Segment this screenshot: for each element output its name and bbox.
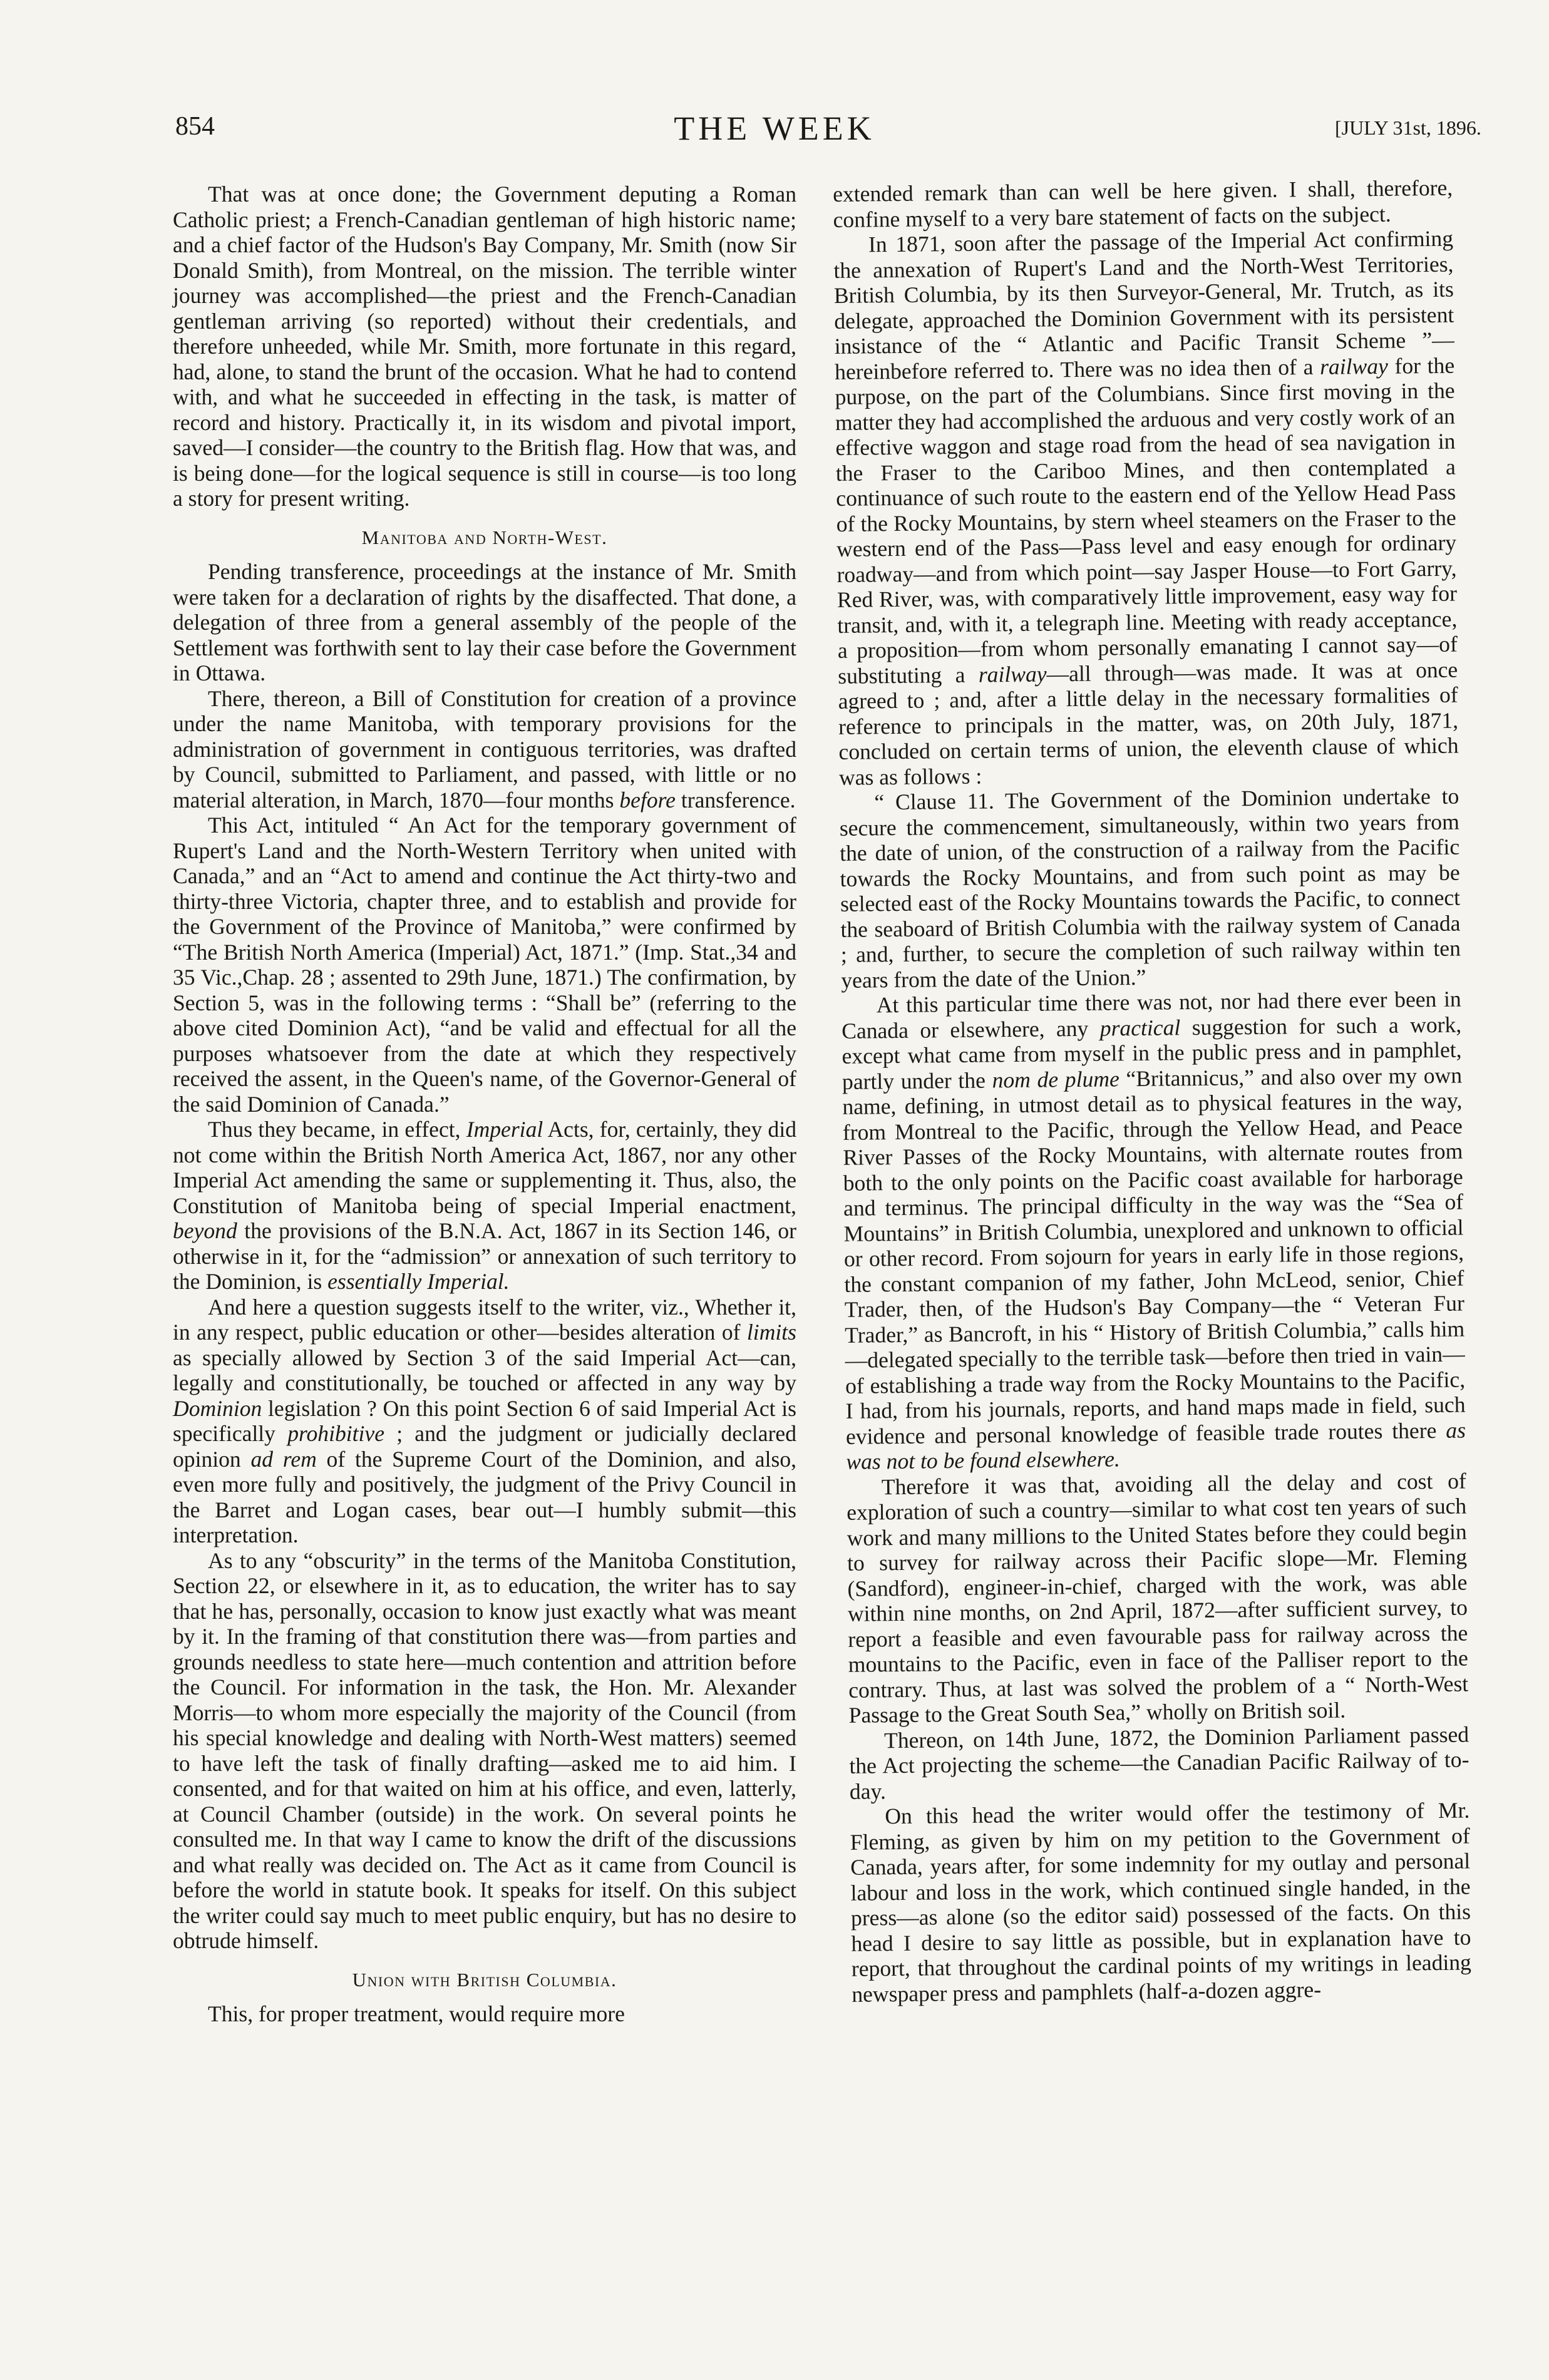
publication-title: THE WEEK [674,110,875,147]
paragraph: extended remark than can well be here given. I shall, therefore, confine myself to a very bare statement of facts on the subject. [833,175,1453,232]
paragraph: Therefore it was that, avoiding all the delay and cost of exploration of such a country—similar to what cost ten years of such work and many millions to the United States before they could begin to survey for railway across their Pacific slope—Mr. Fleming (Sandford), engineer-in-chief, charged with the work, was able within nine months, on 2nd April, 1872—after sufficient survey, to report a feasible and even favourable pass for railway across the mountains to the Pacific, even in face of the Palliser report to the contrary. Thus, at last was solved the problem of a “ North-West Passage to the Great South Sea,” wholly on British soil. [847,1468,1469,1728]
paragraph: At this particular time there was not, nor had there ever been in Canada or elsewhere, any practical suggestion for such a work, except what came from myself in the public press and in pamphlet, partly under the nom de plume “Britannicus,” and also over my own name, defining, in utmost detail as to physical features in the way, from Montreal to the Pacific, through the Yellow Head, and Peace River Passes of the Rocky Mountains, with alternate routes from both to the only points on the Pacific coast available for harborage and terminus. The principal difficulty in the way was the “Sea of Mountains” in British Columbia, unexplored and unknown to official or other record. From sojourn for years in early life in those regions, the constant companion of my father, John McLeod, senior, Chief Trader, then, of the Hudson's Bay Company—the “ Veteran Fur Trader,” as Bancroft, in his “ History of British Columbia,” calls him—delegated specially to the terrible task—before then tried in vain—of establishing a trade way from the Rocky Mountains to the Pacific, I had, from his journals, reports, and hand maps made in field, such evidence and personal knowledge of feasible trade routes there as was not to be found elsewhere. [841,986,1466,1474]
page-header [0,111,1549,155]
quoted-clause: “ Clause 11. The Government of the Dominion undertake to secure the commencement, simultaneously, within two years from the date of union, of the construction of a railway from the Pacific towards the Rocky Mountains, and from such point as may be selected east of the Rocky Mountains towards the Pacific, to connect the seaboard of British Columbia with the railway system of Canada ; and, further, to secure the completion of such railway within ten years from the date of the Union.” [839,783,1461,993]
paragraph: Thus they became, in effect, Imperial Acts, for, certainly, they did not come within the British North America Act, 1867, nor any other Imperial Act amending the same or supplementing it. Thus, also, the Constitution of Manitoba being of special Imperial enactment, beyond the provisions of the B.N.A. Act, 1867 in its Section 146, or otherwise in it, for the “admission” or annexation of such territory to the Dominion, is essentially Imperial. [173,1117,796,1294]
paragraph: That was at once done; the Government deputing a Roman Catholic priest; a French-Canadian gentleman of high historic name; and a chief factor of the Hudson's Bay Company, Mr. Smith (now Sir Donald Smith), from Montreal, on the mission. The terrible winter journey was accomplished—the priest and the French-Canadian gentleman arriving (so reported) without their credentials, and therefore unheeded, while Mr. Smith, more fortunate in this regard, had, alone, to stand the brunt of the occasion. What he had to contend with, and what he succeeded in effecting in the task, is matter of record and history. Practically it, in its wisdom and pivotal import, saved—I consider—the country to the British flag. How that was, and is being done—for the logical sequence is still in course—is too long a story for present writing. [173,182,796,511]
left-column [173,182,796,2027]
paragraph: In 1871, soon after the passage of the Imperial Act confirming the annexation of Rupert's Land and the North-West Territories, British Columbia, by its then Surveyor-General, Mr. Trutch, as its delegate, approached the Dominion Government with its persistent insistance of the “ Atlantic and Pacific Transit Scheme ”—hereinbefore referred to. There was no idea then of a railway for the purpose, on the part of the Columbians. Since first moving in the matter they had accomplished the arduous and very costly work of an effective waggon and stage road from the head of sea navigation in the Fraser to the Cariboo Mines, and then contemplated a continuance of such route to the eastern end of the Yellow Head Pass of the Rocky Mountains, by stern wheel steamers on the Fraser to the western end of the Pass—Pass level and easy enough for ordinary roadway—and from which point—say Jasper House—to Fort Garry, Red River, was, with comparatively little improvement, easy way for transit, and, with it, a telegraph line. Meeting with ready acceptance, a proposition—from whom personally emanating I cannot say—of substituting a railway—all through—was made. It was at once agreed to ; and, after a little delay in the necessary formalities of reference to principals in the matter, was, on 20th July, 1871, concluded on certain terms of union, the eleventh clause of which was as follows : [833,225,1459,790]
paragraph: On this head the writer would offer the testimony of Mr. Fleming, as given by him on my petition to the Government of Canada, years after, for some indemnity for my outlay and personal labour and loss in the work, which continued single handed, in the press—as alone (so the editor said) possessed of the facts. On this head I desire to say little as possible, but in explanation have to report, that throughout the cardinal points of my writings in leading newspaper press and pamphlets (half-a-dozen aggre- [850,1797,1472,2007]
paragraph: As to any “obscurity” in the terms of the Manitoba Constitution, Section 22, or elsewhere in it, as to education, the writer has to say that he has, personally, occasion to know just exactly what was meant by it. In the framing of that constitution there was—from parties and grounds needless to state here—much contention and attrition before the Council. For information in the task, the Hon. Mr. Alexander Morris—to whom more especially the majority of the Council (from his special knowledge and dealing with North-West matters) seemed to have left the task of finally drafting—asked me to aid him. I consented, and for that waited on him at his office, and even, latterly, at Council Chamber (outside) in the work. On several points he consulted me. In that way I came to know the drift of the discussions and what really was decided on. The Act as it came from Council is before the world in statute book. It speaks for itself. On this subject the writer could say much to meet public enquiry, but has no desire to obtrude himself. [173,1547,796,1953]
paragraph: And here a question suggests itself to the writer, viz., Whether it, in any respect, public education or other—besides alteration of limits as specially allowed by Section 3 of the said Imperial Act—can, legally and constitutionally, be touched or affected in any way by Dominion legislation ? On this point Section 6 of said Imperial Act is specifically prohibitive ; and the judgment or judicially declared opinion ad rem of the Supreme Court of the Dominion, and also, even more fully and positively, the judgment of the Privy Council in the Barret and Logan cases, bear out—I humbly submit—this interpretation. [173,1294,797,1547]
right-column [833,175,1471,2007]
section-heading-british-columbia: Union with British Columbia. [352,1968,617,1991]
issue-date: [JULY 31st, 1896. [1335,116,1481,139]
paragraph: This Act, intituled “ An Act for the temporary government of Rupert's Land and the North-Western Territory when united with Canada,” and an “Act to amend and continue the Act thirty-two and thirty-three Victoria, chapter three, and to establish and provide for the Government of the Province of Manitoba,” were confirmed by “The British North America (Imperial) Act, 1871.” (Imp. Stat.,34 and 35 Vic.,Chap. 28 ; assented to 29th June, 1871.) The confirmation, by Section 5, was in the following terms : “Shall be” (referring to the above cited Dominion Act), “and be valid and effectual for all the purposes whatsoever from the date at which they respectively received the assent, in the Queen's name, of the Governor-General of the said Dominion of Canada.” [173,813,796,1117]
section-heading-manitoba: Manitoba and North-West. [361,526,608,548]
page-number: 854 [175,112,215,141]
paragraph: This, for proper treatment, would require more [208,2001,625,2026]
paragraph: There, thereon, a Bill of Constitution for creation of a province under the name Manitoba, with temporary provisions for the administration of government in contiguous territories, was drafted by Council, submitted to Parliament, and passed, with little or no material alteration, in March, 1870—four months before transference. [173,685,796,813]
paragraph: Thereon, on 14th June, 1872, the Dominion Parliament passed the Act projecting the scheme—the Canadian Pacific Railway of to-day. [849,1721,1469,1804]
paragraph: Pending transference, proceedings at the instance of Mr. Smith were taken for a declaration of rights by the disaffected. That done, a delegation of three from a general assembly of the people of the Settlement was forthwith sent to lay their case before the Government in Ottawa. [173,559,796,685]
